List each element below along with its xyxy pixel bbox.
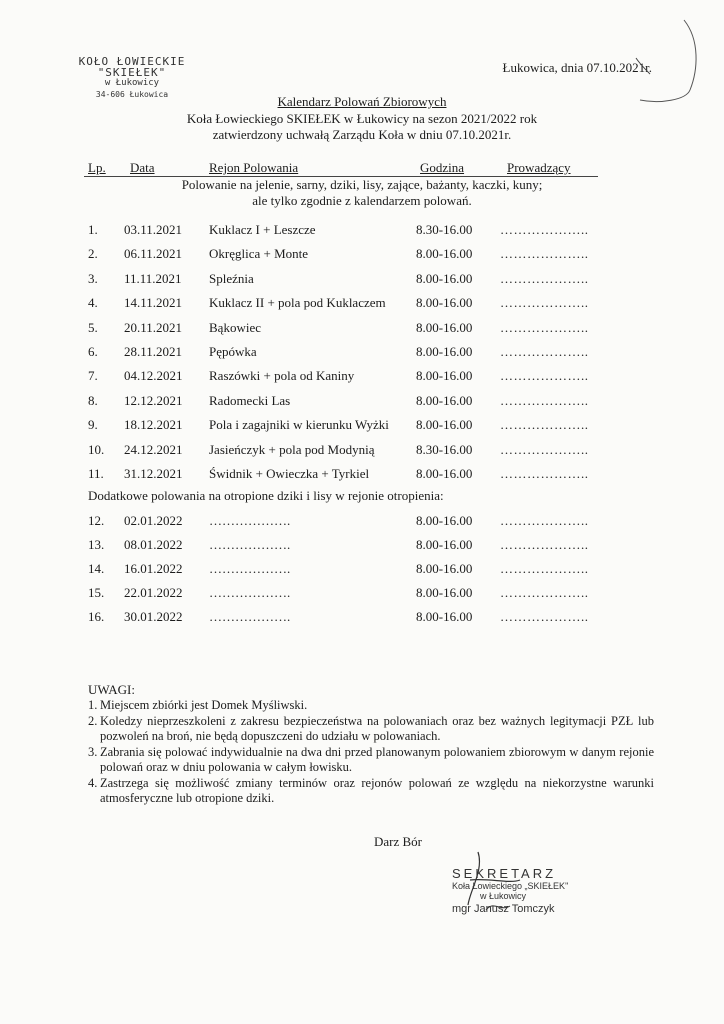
row-date: 20.11.2021	[124, 319, 183, 335]
note-text: Koledzy nieprzeszkoleni z zakresu bezpieczeństwa na polowaniach oraz bez ważnych legitymacji PZŁ lub pozwoleń na broń, nie będą dopuszczeni do udziału w polowaniach.	[100, 713, 654, 743]
row-lp: 4.	[88, 295, 98, 311]
row-area: ……………….	[209, 513, 291, 528]
row-lp: 14.	[88, 561, 105, 576]
row-area: Pola i zagajniki w kierunku Wyżki	[209, 417, 389, 433]
stamp-line-4: 34-606 Łukowica	[95, 90, 169, 99]
row-lp: 13.	[88, 537, 105, 552]
signature-place: w Łukowicy	[480, 891, 527, 901]
row-date: 06.11.2021	[124, 246, 183, 262]
row-date: 12.12.2021	[124, 392, 183, 408]
row-lp: 15.	[88, 585, 105, 600]
row-area: Kuklacz I + Leszcze	[209, 222, 316, 237]
table-row	[0, 295, 724, 313]
intro-line-1: Polowanie na jelenie, sarny, dziki, lisy, zające, bażanty, kaczki, kuny;	[181, 177, 543, 192]
row-hours: 8.00-16.00	[416, 609, 473, 624]
row-date: 08.01.2022	[124, 537, 183, 552]
note-item	[88, 714, 654, 745]
row-date: 14.11.2021	[124, 295, 183, 311]
row-hours: 8.00-16.00	[416, 246, 473, 262]
row-area: Bąkowiec	[209, 319, 261, 335]
row-lp: 3.	[88, 270, 98, 286]
row-area: Pępówka	[209, 344, 257, 359]
note-number: 3.	[88, 744, 98, 759]
row-area: ……………….	[209, 585, 291, 600]
row-leader: ………………..	[500, 368, 589, 384]
table-row	[0, 585, 724, 603]
table-row	[0, 344, 724, 362]
row-date: 28.11.2021	[124, 344, 183, 359]
row-leader: ………………..	[500, 466, 589, 481]
row-lp: 11.	[88, 466, 104, 481]
row-hours: 8.00-16.00	[416, 417, 473, 433]
row-date: 03.11.2021	[124, 222, 183, 237]
row-leader: ………………..	[500, 441, 589, 457]
signature-name: mgr Janusz Tomczyk	[452, 903, 555, 915]
note-item	[88, 698, 654, 714]
row-lp: 7.	[88, 368, 98, 384]
row-hours: 8.00-16.00	[416, 368, 473, 384]
note-item	[88, 776, 654, 807]
row-leader: ………………..	[500, 609, 589, 624]
signature-title: SEKRETARZ	[452, 866, 557, 881]
row-area: ……………….	[209, 561, 291, 576]
table-row	[0, 246, 724, 264]
row-date: 22.01.2022	[124, 585, 183, 600]
row-lp: 8.	[88, 392, 98, 408]
row-leader: ………………..	[500, 270, 589, 286]
extra-heading: Dodatkowe polowania na otropione dziki i lisy w rejonie otropienia:	[88, 488, 444, 503]
table-row	[0, 393, 724, 411]
table-row	[0, 417, 724, 435]
note-number: 4.	[88, 775, 98, 790]
row-leader: ………………..	[500, 392, 589, 408]
row-area: Kuklacz II + pola pod Kuklaczem	[209, 295, 386, 311]
row-hours: 8.00-16.00	[416, 392, 473, 408]
row-area: ……………….	[209, 609, 291, 624]
row-area: ……………….	[209, 537, 291, 552]
row-hours: 8.00-16.00	[416, 270, 473, 286]
intro-line-2: ale tylko zgodnie z kalendarzem polowań.	[252, 193, 472, 208]
row-lp: 16.	[88, 609, 105, 624]
column-lp: Lp.	[88, 160, 106, 175]
row-hours: 8.30-16.00	[416, 222, 473, 237]
document-subtitle-1: Koła Łowieckiego SKIEŁEK w Łukowicy na sezon 2021/2022 rok	[186, 111, 538, 126]
notes-heading: UWAGI:	[88, 682, 135, 697]
table-row	[0, 466, 724, 484]
row-area: Raszówki + pola od Kaniny	[209, 368, 355, 384]
table-row	[0, 320, 724, 338]
stamp-line-1: KOŁO ŁOWIECKIE	[78, 55, 186, 68]
row-date: 04.12.2021	[124, 368, 183, 384]
row-hours: 8.00-16.00	[416, 585, 473, 600]
table-row	[0, 222, 724, 240]
signature-org: Koła Łowieckiego „SKIEŁEK"	[452, 881, 569, 891]
row-hours: 8.30-16.00	[416, 441, 473, 457]
row-hours: 8.00-16.00	[416, 537, 473, 552]
table-row	[0, 561, 724, 579]
row-lp: 10.	[88, 441, 105, 457]
row-lp: 2.	[88, 246, 98, 262]
row-leader: ………………..	[500, 585, 589, 600]
closing-greeting: Darz Bór	[374, 834, 423, 849]
row-date: 02.01.2022	[124, 513, 183, 528]
row-leader: ………………..	[500, 537, 589, 552]
note-text: Miejscem zbiórki jest Domek Myśliwski.	[100, 698, 308, 712]
column-headers	[0, 160, 724, 176]
column-leader: Prowadzący	[507, 160, 571, 175]
row-area: Okręglica + Monte	[209, 246, 309, 262]
note-text: Zabrania się polować indywidualnie na dwa dni przed planowanym polowaniem zbiorowym w danym rejonie polowań oraz w dniu polowania w całym łowisku.	[100, 744, 654, 774]
column-hours: Godzina	[420, 160, 465, 175]
row-date: 18.12.2021	[124, 417, 183, 433]
row-leader: ………………..	[500, 295, 589, 311]
row-leader: ………………..	[500, 222, 589, 237]
document-title	[0, 94, 724, 110]
row-hours: 8.00-16.00	[416, 295, 473, 311]
row-lp: 5.	[88, 319, 98, 335]
note-text: Zastrzega się możliwość zmiany terminów oraz rejonów polowań ze względu na niekorzystne warunki atmosferyczne lub otropione dziki.	[100, 775, 654, 805]
row-area: Jasieńczyk + pola pod Modynią	[209, 441, 375, 457]
row-date: 31.12.2021	[124, 466, 183, 481]
row-leader: ………………..	[500, 319, 589, 335]
table-row	[0, 609, 724, 627]
row-lp: 9.	[88, 417, 98, 433]
row-lp: 6.	[88, 344, 98, 359]
intro-text	[0, 177, 724, 209]
column-date: Data	[130, 160, 155, 175]
table-row	[0, 513, 724, 531]
row-leader: ………………..	[500, 417, 589, 433]
notes-list	[88, 698, 654, 807]
row-leader: ………………..	[500, 513, 589, 528]
note-number: 1.	[88, 698, 98, 712]
row-area: Spleźnia	[209, 270, 254, 286]
table-row	[0, 368, 724, 386]
note-number: 2.	[88, 713, 98, 728]
row-hours: 8.00-16.00	[416, 319, 473, 335]
column-area: Rejon Polowania	[209, 160, 299, 175]
row-hours: 8.00-16.00	[416, 513, 473, 528]
row-date: 24.12.2021	[124, 441, 183, 457]
document-subtitle-2: zatwierdzony uchwałą Zarządu Koła w dniu 07.10.2021r.	[212, 127, 512, 142]
row-area: Radomecki Las	[209, 392, 291, 408]
row-hours: 8.00-16.00	[416, 466, 473, 481]
table-row	[0, 537, 724, 555]
document-title-text: Kalendarz Polowań Zbiorowych	[277, 94, 447, 109]
row-lp: 12.	[88, 513, 105, 528]
note-item	[88, 745, 654, 776]
row-area: Świdnik + Owieczka + Tyrkiel	[209, 466, 370, 481]
table-row	[0, 442, 724, 460]
table-row	[0, 271, 724, 289]
row-hours: 8.00-16.00	[416, 561, 473, 576]
row-date: 16.01.2022	[124, 561, 183, 576]
row-date: 30.01.2022	[124, 609, 183, 624]
place-date: Łukowica, dnia 07.10.2021r.	[502, 60, 652, 75]
row-date: 11.11.2021	[124, 270, 182, 286]
signature-stamp	[452, 866, 568, 915]
row-lp: 1.	[88, 222, 98, 237]
row-leader: ………………..	[500, 344, 589, 359]
stamp-line-2: "SKIEŁEK"	[97, 66, 167, 79]
stamp-line-3: w Łukowicy	[104, 78, 160, 88]
row-leader: ………………..	[500, 246, 589, 262]
row-hours: 8.00-16.00	[416, 344, 473, 359]
row-leader: ………………..	[500, 561, 589, 576]
